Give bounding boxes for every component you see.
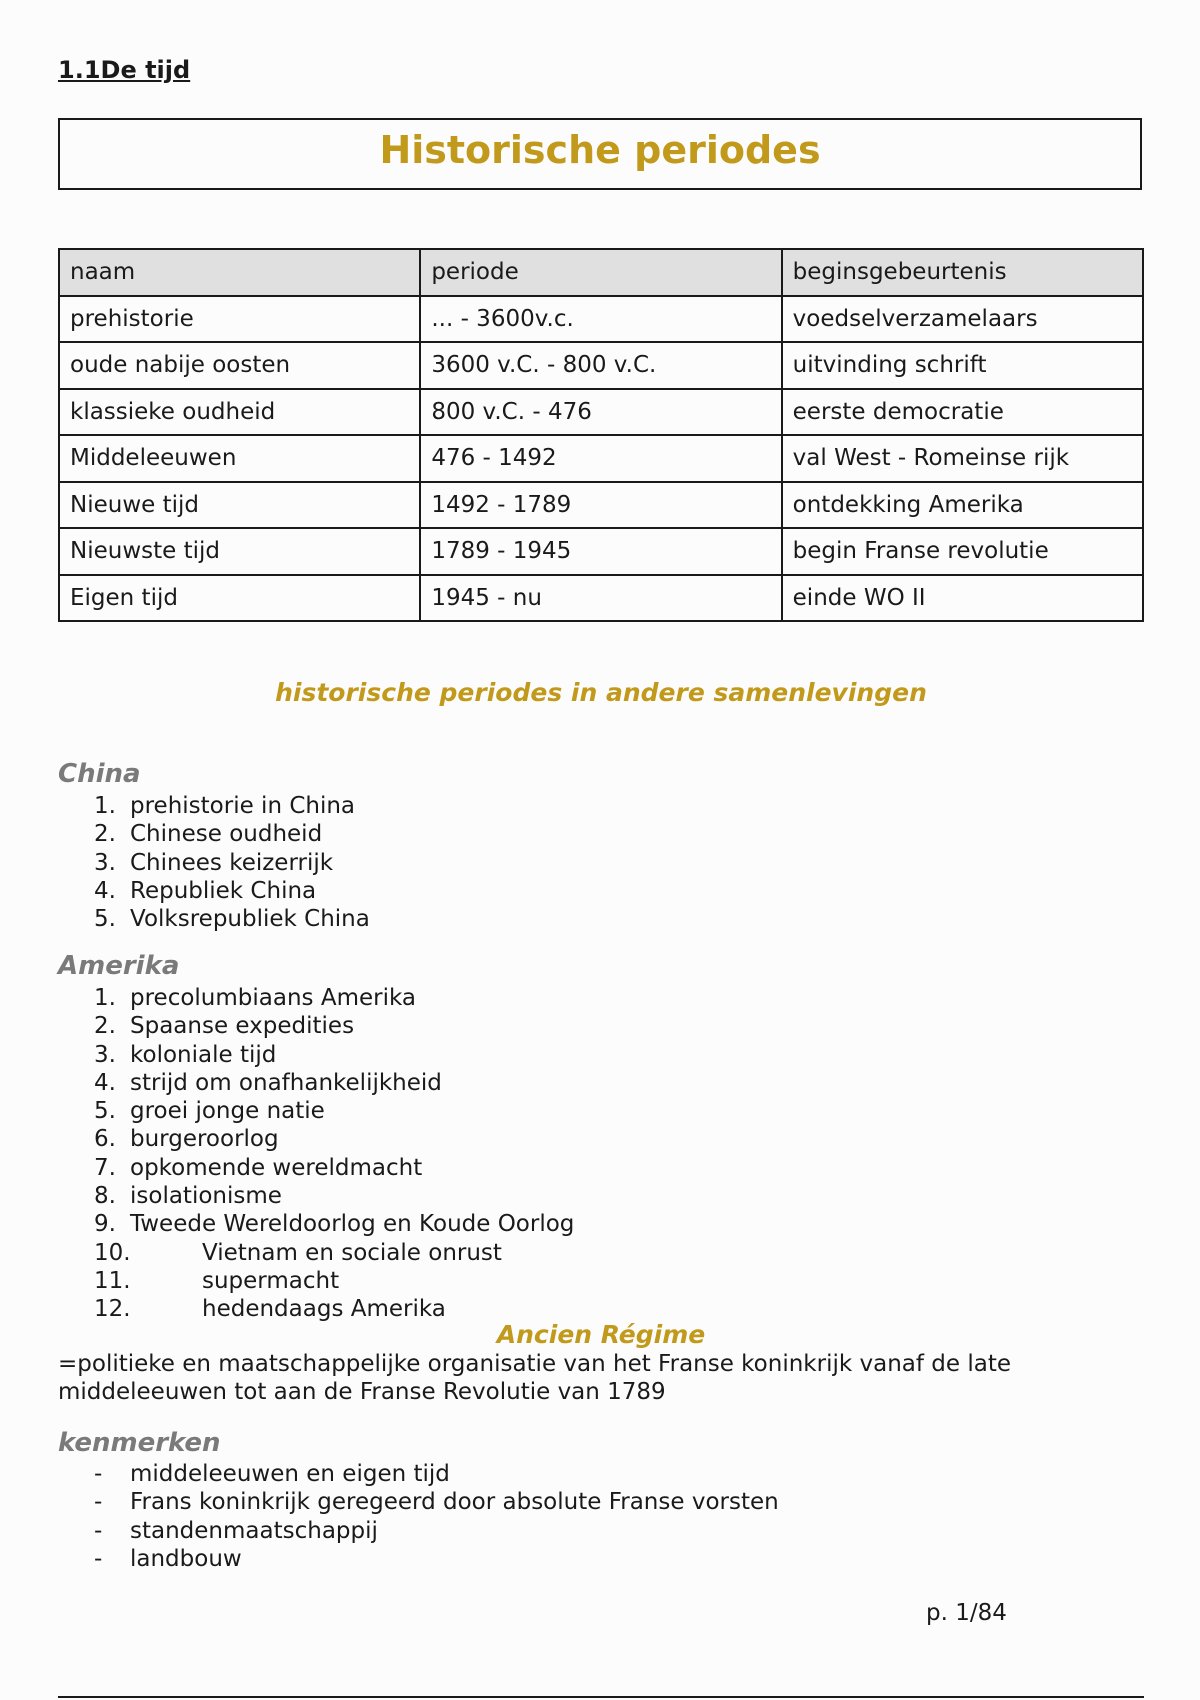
- list-item: 1. precolumbiaans Amerika: [94, 985, 416, 1011]
- table-row: [59, 389, 1143, 436]
- table-cell: oude nabije oosten: [59, 342, 420, 389]
- list-item: 8. isolationisme: [94, 1183, 282, 1210]
- title-box: [58, 118, 1142, 190]
- column-header-beginsgebeurtenis: beginsgebeurtenis: [782, 249, 1143, 296]
- table-cell: 800 v.C. - 476: [420, 389, 781, 436]
- table-cell: 1945 - nu: [420, 575, 781, 622]
- table-cell: Eigen tijd: [59, 575, 420, 622]
- list-item: 2. Chinese oudheid: [94, 821, 323, 848]
- table-cell: val West - Romeinse rijk: [782, 435, 1143, 482]
- table-row: [59, 528, 1143, 575]
- table-cell: prehistorie: [59, 296, 420, 343]
- list-item: 11. supermacht: [94, 1267, 340, 1294]
- table-cell: voedselverzamelaars: [782, 296, 1143, 343]
- list-item: 4. Republiek China: [94, 877, 317, 904]
- list-item: 1. prehistorie in China: [94, 793, 356, 819]
- table-cell: 1492 - 1789: [420, 482, 781, 529]
- table-cell: 476 - 1492: [420, 435, 781, 482]
- list-item: 10. Vietnam en sociale onrust: [94, 1239, 502, 1266]
- section-heading: 1.1De tijd: [58, 56, 191, 84]
- china-heading: China: [58, 759, 141, 789]
- column-header-periode: periode: [420, 249, 781, 296]
- kenmerken-heading: kenmerken: [58, 1428, 221, 1458]
- list-item: 12. hedendaags Amerika: [94, 1296, 446, 1323]
- table-row: [59, 435, 1143, 482]
- periods-table: [58, 248, 1144, 622]
- table-cell: ontdekking Amerika: [782, 482, 1143, 529]
- list-item: 2. Spaanse expedities: [94, 1013, 355, 1040]
- table-cell: einde WO II: [782, 575, 1143, 622]
- amerika-heading: Amerika: [58, 951, 180, 981]
- table-cell: Nieuwe tijd: [59, 482, 420, 529]
- list-item: 4. strijd om onafhankelijkheid: [94, 1069, 442, 1096]
- list-item: 9. Tweede Wereldoorlog en Koude Oorlog: [94, 1211, 575, 1238]
- subtitle-other-societies: historische periodes in andere samenlevingen: [275, 678, 927, 707]
- page-number: p. 1/84: [926, 1600, 1007, 1626]
- list-item: - landbouw: [58, 1545, 779, 1573]
- table-cell: 1789 - 1945: [420, 528, 781, 575]
- list-item: 3. koloniale tijd: [94, 1041, 277, 1068]
- ancien-regime-definition: =politieke en maatschappelijke organisatie van het Franse koninkrijk vanaf de late middeleeuwen tot aan de Franse Revolutie van 1789: [58, 1351, 1011, 1406]
- table-cell: eerste democratie: [782, 389, 1143, 436]
- column-header-naam: naam: [59, 249, 420, 296]
- list-item: 5. Volksrepubliek China: [94, 906, 370, 933]
- table-row: [59, 575, 1143, 622]
- list-item: 6. burgeroorlog: [94, 1126, 279, 1153]
- list-item: - Frans koninkrijk geregeerd door absolute Franse vorsten: [58, 1488, 779, 1516]
- table-row: [59, 342, 1143, 389]
- page-title: Historische periodes: [379, 128, 821, 172]
- list-item: 3. Chinees keizerrijk: [94, 849, 334, 876]
- table-cell: klassieke oudheid: [59, 389, 420, 436]
- table-cell: ... - 3600v.c.: [420, 296, 781, 343]
- table-row: [59, 296, 1143, 343]
- amerika-list: [58, 984, 574, 1324]
- list-item: 7. opkomende wereldmacht: [94, 1154, 423, 1181]
- ancien-regime-heading: Ancien Régime: [496, 1320, 706, 1349]
- table-cell: begin Franse revolutie: [782, 528, 1143, 575]
- footer-divider: [58, 1696, 1144, 1698]
- list-item: - standenmaatschappij: [58, 1517, 779, 1545]
- table-cell: uitvinding schrift: [782, 342, 1143, 389]
- kenmerken-list: [58, 1460, 779, 1573]
- china-list: [58, 792, 370, 933]
- list-item: 5. groei jonge natie: [94, 1098, 325, 1125]
- table-header-row: [59, 249, 1143, 296]
- table-cell: 3600 v.C. - 800 v.C.: [420, 342, 781, 389]
- table-cell: Nieuwste tijd: [59, 528, 420, 575]
- table-row: [59, 482, 1143, 529]
- table-cell: Middeleeuwen: [59, 435, 420, 482]
- list-item: - middeleeuwen en eigen tijd: [58, 1460, 779, 1488]
